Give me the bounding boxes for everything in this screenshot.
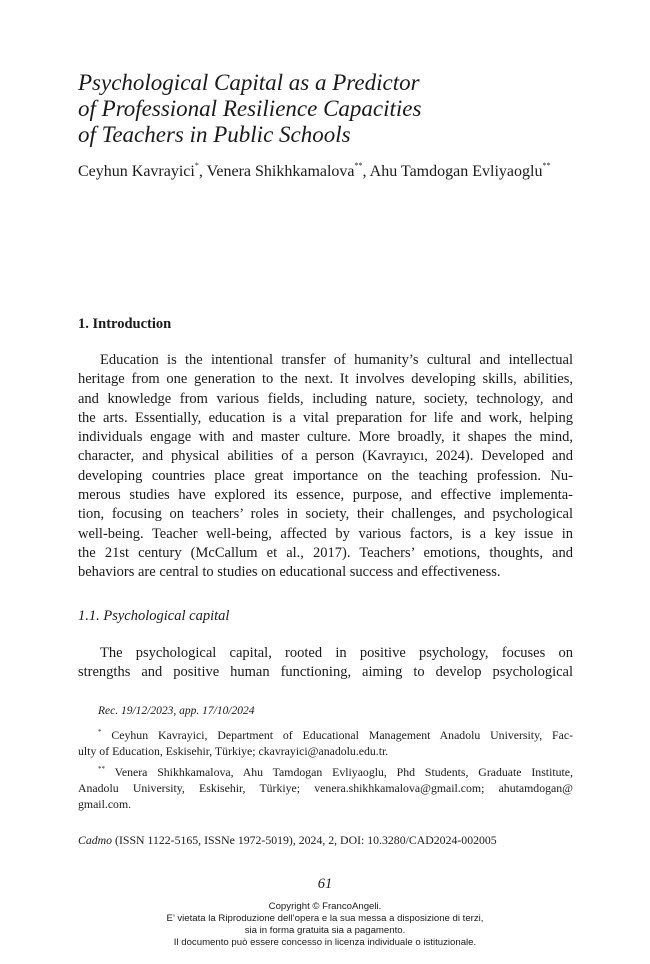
subsection-heading: 1.1. Psychological capital	[78, 608, 230, 624]
text-line: well-being. Teacher well-being, affected by various factors, is a key issue in	[78, 525, 573, 542]
text-line: the 21st century (McCallum et al., 2017). Teachers’ emotions, thoughts, and	[78, 544, 573, 561]
text-line: developing countries place great importance on the teaching profession. Nu-	[78, 467, 573, 484]
footnote-line	[78, 764, 573, 780]
text-line: character, and physical abilities of a person (Kavrayıcı, 2024). Developed and	[78, 448, 573, 465]
author-name: Venera Shikhkamalova	[206, 163, 355, 180]
author-name: Ahu Tamdogan Evliyaoglu	[369, 163, 543, 180]
text-line: strengths and positive human functioning, aiming to develop psychological	[78, 664, 573, 681]
copyright-line: Il documento può essere concesso in licenza individuale o istituzionale.	[173, 937, 477, 948]
text-line: tion, focusing on teachers’ roles in society, their challenges, and psychological	[78, 506, 573, 523]
title-line: of Teachers in Public Schools	[78, 122, 351, 147]
footnote-line: gmail.com.	[78, 797, 132, 811]
footnote-1	[78, 727, 573, 759]
footnote-2	[78, 764, 573, 812]
text-line: The psychological capital, rooted in positive psychology, focuses on	[100, 645, 573, 661]
text-line: merous studies have explored its essence, purpose, and effective implementa-	[78, 487, 573, 504]
author-separator: ,	[362, 163, 370, 180]
author-name: Ceyhun Kavrayici	[78, 163, 195, 180]
copyright-line: sia in forma gratuita sia a pagamento.	[244, 925, 406, 936]
author-separator: ,	[198, 163, 207, 180]
text-line: individuals engage with and master culture. More broadly, it shapes the mind,	[78, 429, 573, 446]
journal-citation	[78, 833, 497, 848]
copyright-notice	[0, 901, 650, 949]
footnote-mark: *	[98, 728, 102, 736]
page-number: 61	[317, 876, 333, 892]
footnote-line: ulty of Education, Eskisehir, Türkiye; ckavrayici@anadolu.edu.tr.	[78, 744, 389, 758]
footnote-mark: **	[98, 765, 105, 773]
section-heading: 1. Introduction	[78, 316, 172, 332]
title-line: Psychological Capital as a Predictor	[78, 70, 420, 95]
author-list	[78, 163, 550, 181]
author-footnote-mark: **	[354, 161, 363, 170]
author-footnote-mark: **	[542, 161, 551, 170]
footnote-line: Anadolu University, Eskisehir, Türkiye; venera.shikhkamalova@gmail.com; ahutamdogan@	[78, 781, 573, 795]
received-date: Rec. 19/12/2023, app. 17/10/2024	[98, 705, 255, 717]
citation-details: (ISSN 1122-5165, ISSNe 1972-5019), 2024, 2, DOI: 10.3280/CAD2024-002005	[112, 833, 497, 847]
text-line: heritage from one generation to the next. It involves developing skills, abilities,	[78, 371, 573, 388]
article-title	[78, 70, 578, 148]
title-line: of Professional Resilience Capacities	[78, 96, 422, 121]
psychological-capital-paragraph	[78, 644, 573, 683]
text-line: and knowledge from various fields, including nature, society, technology, and	[78, 390, 573, 407]
text-line: the arts. Essentially, education is a vital preparation for life and work, helping	[78, 409, 573, 426]
introduction-paragraph	[78, 351, 573, 583]
author-footnote-mark: *	[194, 161, 199, 170]
text-line: Education is the intentional transfer of humanity’s cultural and intellectual	[100, 352, 573, 368]
copyright-line: Copyright © FrancoAngeli.	[268, 901, 382, 912]
footnote-line	[78, 727, 573, 743]
text-line: behaviors are central to studies on educational success and effectiveness.	[78, 564, 501, 581]
footnote-text: Ceyhun Kavrayici, Department of Educational Management Anadolu University, Fac-	[111, 728, 573, 742]
journal-name: Cadmo	[78, 833, 113, 847]
footnote-text: Venera Shikhkamalova, Ahu Tamdogan Evliyaoglu, Phd Students, Graduate Institute,	[114, 765, 573, 779]
copyright-line: E’ vietata la Riproduzione dell’opera e la sua messa a disposizione di terzi,	[166, 913, 484, 924]
